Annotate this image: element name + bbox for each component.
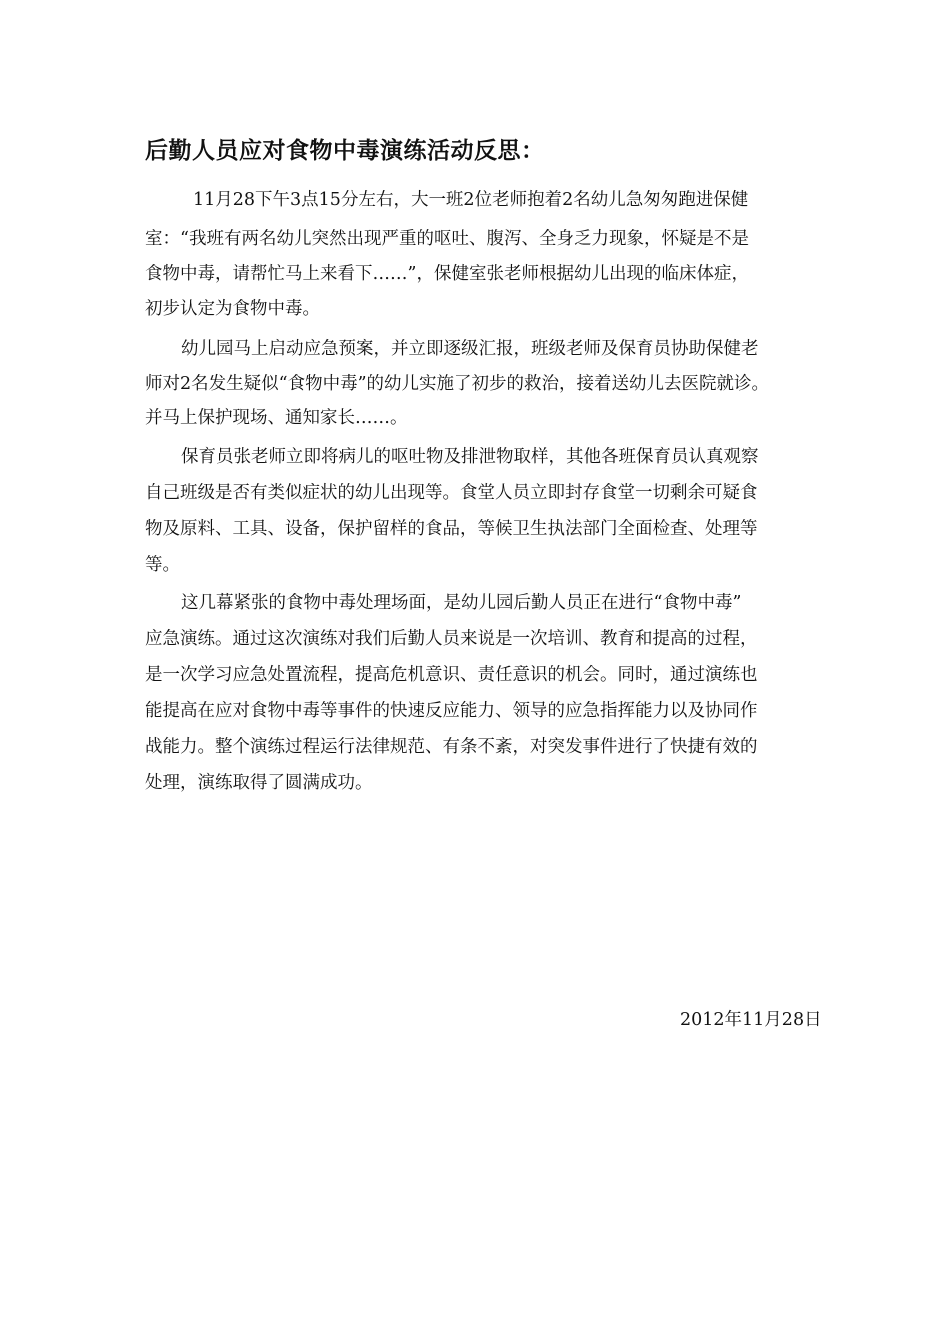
document-date: 2012年11月28日 bbox=[680, 1010, 822, 1030]
paragraph-4-line-6: 处理，演练取得了圆满成功。 bbox=[145, 773, 373, 793]
paragraph-1-line-4: 初步认定为食物中毒。 bbox=[145, 299, 320, 319]
paragraph-3-line-1: 保育员张老师立即将病儿的呕吐物及排泄物取样，其他各班保育员认真观察 bbox=[181, 447, 759, 467]
paragraph-4-line-1: 这几幕紧张的食物中毒处理场面，是幼儿园后勤人员正在进行“食物中毒” bbox=[181, 593, 742, 613]
document-title: 后勤人员应对食物中毒演练活动反思： bbox=[145, 138, 545, 164]
paragraph-3-line-4: 等。 bbox=[145, 555, 180, 575]
paragraph-3-line-2: 自己班级是否有类似症状的幼儿出现等。食堂人员立即封存食堂一切剩余可疑食 bbox=[145, 483, 758, 503]
paragraph-4-line-4: 能提高在应对食物中毒等事件的快速反应能力、领导的应急指挥能力以及协同作 bbox=[145, 701, 758, 721]
paragraph-4-line-3: 是一次学习应急处置流程，提高危机意识、责任意识的机会。同时，通过演练也 bbox=[145, 665, 758, 685]
paragraph-1-line-1: 11月28下午3点15分左右，大一班2位老师抱着2名幼儿急匆匆跑进保健 bbox=[193, 190, 749, 210]
paragraph-2-line-1: 幼儿园马上启动应急预案，并立即逐级汇报，班级老师及保育员协助保健老 bbox=[181, 339, 759, 359]
paragraph-4-line-2: 应急演练。通过这次演练对我们后勤人员来说是一次培训、教育和提高的过程， bbox=[145, 629, 758, 649]
paragraph-1-line-3: 食物中毒，请帮忙马上来看下……”，保健室张老师根据幼儿出现的临床体症， bbox=[145, 264, 749, 284]
paragraph-1-line-2: 室：“我班有两名幼儿突然出现严重的呕吐、腹泻、全身乏力现象，怀疑是不是 bbox=[145, 229, 749, 249]
paragraph-4-line-5: 战能力。整个演练过程运行法律规范、有条不紊，对突发事件进行了快捷有效的 bbox=[145, 737, 758, 757]
paragraph-3-line-3: 物及原料、工具、设备，保护留样的食品，等候卫生执法部门全面检查、处理等 bbox=[145, 519, 758, 539]
paragraph-2-line-2: 师对2名发生疑似“食物中毒”的幼儿实施了初步的救治，接着送幼儿去医院就诊。 bbox=[145, 374, 770, 394]
paragraph-2-line-3: 并马上保护现场、通知家长……。 bbox=[145, 408, 408, 428]
